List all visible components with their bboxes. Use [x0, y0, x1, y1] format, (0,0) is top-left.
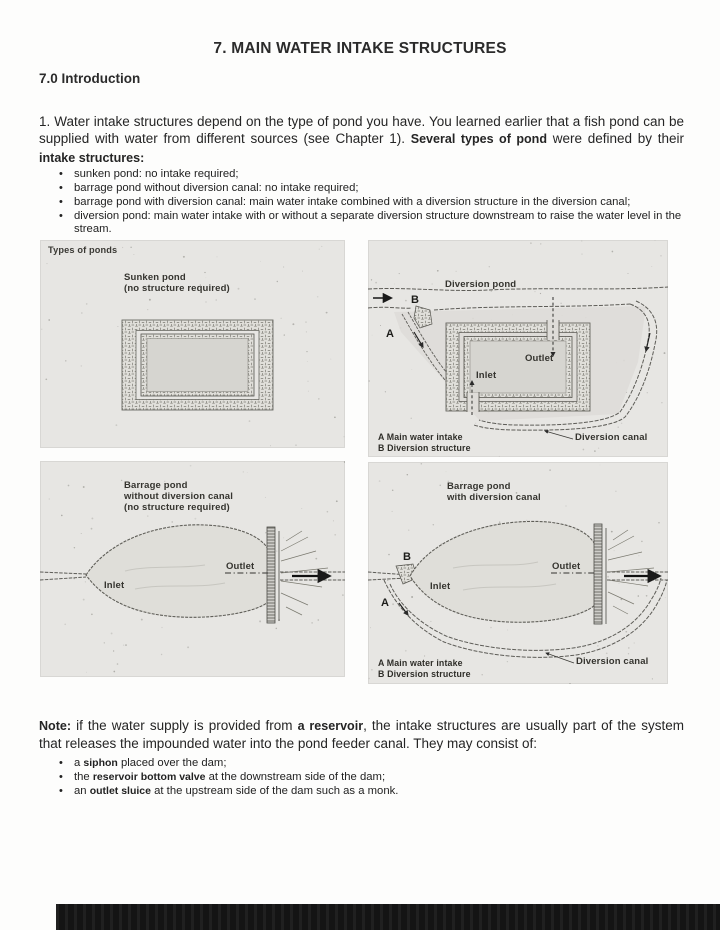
- marker-a: A: [381, 597, 390, 609]
- inlet-label: Inlet: [476, 370, 497, 381]
- pond-types-list: [57, 168, 683, 237]
- marker-b: B: [403, 551, 412, 563]
- list-item: [57, 785, 683, 798]
- list-item: • barrage pond with diversion canal: main water intake combined with a diversion structure in the diversion canal;: [57, 196, 683, 209]
- item-text: placed over the dam;: [117, 757, 227, 769]
- reservoir-structures-list: [57, 757, 683, 799]
- figure-caption: Types of ponds: [48, 245, 118, 255]
- sunken-pond-label-1: Sunken pond: [124, 272, 186, 283]
- stream-in: [40, 572, 86, 580]
- outlet-label: Outlet: [552, 561, 581, 572]
- item-bold: siphon: [83, 757, 118, 769]
- diversion-pond-drawing: [368, 240, 668, 457]
- inlet-notch: [467, 393, 479, 412]
- spillway-rubble: [281, 531, 328, 615]
- item-text: an: [74, 785, 90, 797]
- outlet-label: Outlet: [525, 353, 554, 364]
- sunken-pond-label-2: (no structure required): [124, 283, 230, 294]
- intro-bold-2: intake structures:: [39, 150, 145, 165]
- outlet-label: Outlet: [226, 561, 255, 572]
- barrage-pond-label-2: without diversion canal: [124, 491, 234, 502]
- barrage-canal-label-1: Barrage pond: [447, 481, 511, 492]
- inlet-label: Inlet: [104, 580, 125, 591]
- item-bold: reservoir bottom valve: [92, 771, 206, 783]
- pond-water: [147, 339, 248, 392]
- note-text-2: , the intake structures are usually part of the system that releases the impounded water into the pond feeder canal. They may consist of:: [39, 717, 684, 751]
- legend-b: B Diversion structure: [378, 669, 471, 679]
- item-text: the: [74, 771, 93, 783]
- figure-barrage-pond-with-canal: [368, 462, 668, 684]
- figure-barrage-pond-no-canal: [40, 461, 345, 677]
- list-item: [57, 771, 683, 784]
- intro-text-2: were defined by their: [547, 131, 684, 147]
- sunken-pond-drawing: [40, 240, 345, 448]
- list-item: • diversion pond: main water intake with or without a separate diversion structure downstream to raise the water level in the stream.: [57, 210, 683, 237]
- item-text: at the downstream side of the dam;: [205, 771, 386, 783]
- legend-b: B Diversion structure: [378, 443, 471, 453]
- legend-a: A Main water intake: [378, 658, 463, 668]
- list-item: [57, 757, 683, 770]
- list-item: • sunken pond: no intake required;: [57, 168, 683, 181]
- marker-a: A: [386, 328, 395, 340]
- barrage-canal-label-2: with diversion canal: [447, 492, 541, 503]
- scan-artifact-bar: [56, 904, 720, 930]
- item-text: a: [74, 757, 84, 769]
- note-paragraph: [39, 717, 684, 754]
- canal-label-leader: [546, 653, 574, 663]
- diversion-pond-title: Diversion pond: [445, 279, 517, 290]
- canal-label-leader: [545, 431, 573, 439]
- intro-paragraph: [39, 113, 684, 168]
- stream-top-bank: [368, 287, 668, 290]
- page-title: 7. MAIN WATER INTAKE STRUCTURES: [213, 40, 507, 57]
- section-heading: 7.0 Introduction: [39, 71, 141, 86]
- list-item: • barrage pond without diversion canal: no intake required;: [57, 182, 683, 195]
- figure-diversion-pond: [368, 240, 668, 457]
- barrage-pond-label-1: Barrage pond: [124, 480, 188, 491]
- note-bold-1: a reservoir: [297, 718, 364, 733]
- barrage-pond-label-3: (no structure required): [124, 502, 230, 513]
- figure-sunken-pond: [40, 240, 345, 448]
- intro-text: 1. Water intake structures depend on the type of pond you have. You learned earlier that a fish pond can be supplied with water from different sources (see Chapter 1).: [39, 113, 684, 147]
- marker-b: B: [411, 294, 420, 306]
- pond-water: [470, 341, 566, 393]
- note-label: Note:: [39, 718, 72, 733]
- item-bold: outlet sluice: [89, 785, 151, 797]
- legend-a: A Main water intake: [378, 432, 463, 442]
- diversion-canal-label: Diversion canal: [575, 432, 648, 443]
- dam: [267, 527, 275, 623]
- diversion-canal-label: Diversion canal: [576, 656, 649, 667]
- intro-bold-1: Several types of pond: [410, 132, 548, 147]
- item-text: at the upstream side of the dam such as a monk.: [150, 785, 399, 797]
- note-text-1: if the water supply is provided from: [71, 717, 298, 733]
- dam: [594, 524, 602, 624]
- inlet-label: Inlet: [430, 581, 451, 592]
